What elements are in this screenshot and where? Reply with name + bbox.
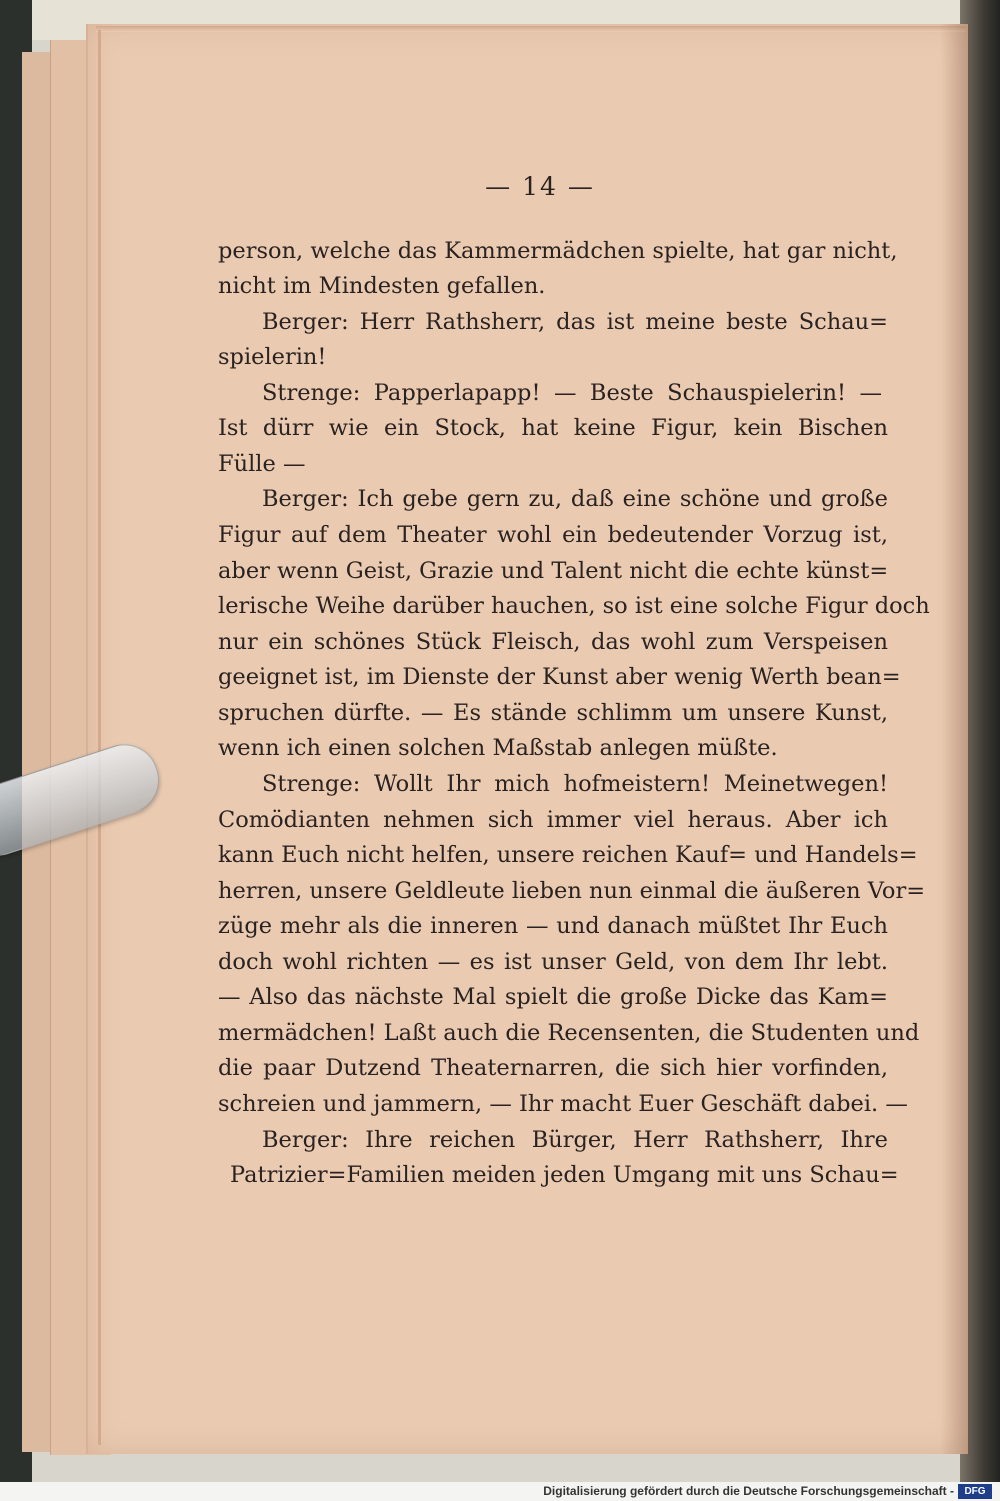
text-line-19: herren, unsere Geldleute lieben nun einmal die äußeren Vor= bbox=[218, 878, 926, 904]
text-line-9: Figur auf dem Theater wohl ein bedeutender Vorzug ist, bbox=[218, 522, 888, 548]
text-line-15: wenn ich einen solchen Maßstab anlegen müßte. bbox=[218, 735, 778, 761]
text-line-22: — Also das nächste Mal spielt die große Dicke das Kam= bbox=[218, 984, 888, 1010]
text-line-13: geeignet ist, im Dienste der Kunst aber wenig Werth bean= bbox=[218, 664, 901, 690]
page-inner-edge bbox=[98, 30, 101, 1445]
page-number bbox=[0, 172, 1000, 201]
text-line-6: Ist dürr wie ein Stock, hat keine Figur, kein Bischen bbox=[218, 415, 888, 441]
text-line-20: züge mehr als die inneren — und danach müßtet Ihr Euch bbox=[218, 913, 888, 939]
text-line-3: Berger: Herr Rathsherr, das ist meine beste Schau= bbox=[262, 309, 888, 335]
page-gutter-shadow bbox=[940, 24, 970, 1454]
text-line-25: schreien und jammern, — Ihr macht Euer Geschäft dabei. — bbox=[218, 1091, 908, 1117]
text-line-18: kann Euch nicht helfen, unsere reichen Kauf= und Handels= bbox=[218, 842, 918, 868]
text-line-23: mermädchen! Laßt auch die Recensenten, die Studenten und bbox=[218, 1020, 920, 1046]
text-line-10: aber wenn Geist, Grazie und Talent nicht die echte künst= bbox=[218, 558, 889, 584]
text-line-12: nur ein schönes Stück Fleisch, das wohl zum Verspeisen bbox=[218, 629, 888, 655]
page-number-text: — 14 — bbox=[485, 172, 595, 201]
text-line-14: spruchen dürfte. — Es stände schlimm um unsere Kunst, bbox=[218, 700, 888, 726]
dfg-logo: DFG bbox=[958, 1484, 992, 1499]
text-line-11: lerische Weihe darüber hauchen, so ist eine solche Figur doch bbox=[218, 593, 930, 619]
text-line-24: die paar Dutzend Theaternarren, die sich hier vorfinden, bbox=[218, 1055, 888, 1081]
text-line-8: Berger: Ich gebe gern zu, daß eine schöne und große bbox=[262, 486, 888, 512]
text-line-21: doch wohl richten — es ist unser Geld, von dem Ihr lebt. bbox=[218, 949, 888, 975]
text-line-26: Berger: Ihre reichen Bürger, Herr Rathsherr, Ihre bbox=[262, 1127, 888, 1153]
text-line-4: spielerin! bbox=[218, 344, 327, 370]
text-line-1: person, welche das Kammermädchen spielte, hat gar nicht, bbox=[218, 238, 898, 264]
text-line-2: nicht im Mindesten gefallen. bbox=[218, 273, 546, 299]
text-line-16: Strenge: Wollt Ihr mich hofmeistern! Meinetwegen! bbox=[262, 771, 888, 797]
footer-credit: Digitalisierung gefördert durch die Deutsche Forschungsgemeinschaft - bbox=[543, 1484, 954, 1498]
text-line-5: Strenge: Papperlapapp! — Beste Schauspielerin! — bbox=[262, 380, 882, 406]
text-line-27: Patrizier=Familien meiden jeden Umgang mit uns Schau= bbox=[230, 1162, 899, 1188]
page-top-edge bbox=[96, 26, 966, 32]
text-line-17: Comödianten nehmen sich immer viel heraus. Aber ich bbox=[218, 807, 888, 833]
text-line-7: Fülle — bbox=[218, 451, 306, 477]
